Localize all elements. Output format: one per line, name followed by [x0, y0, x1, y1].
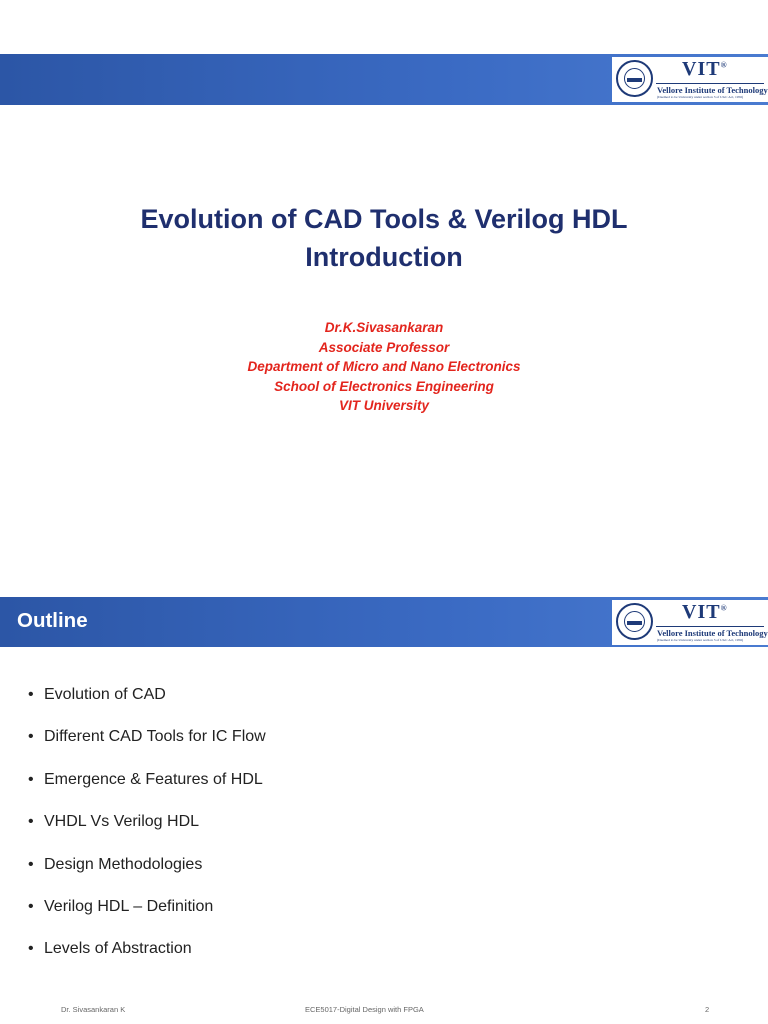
author-block [0, 318, 768, 416]
title-line-2: Introduction [305, 242, 463, 272]
author-department: Department of Micro and Nano Electronics [247, 359, 521, 374]
list-item: • Levels of Abstraction [28, 937, 266, 979]
slide1-title [0, 200, 768, 276]
vit-logo-slide2 [612, 600, 768, 645]
vit-wordmark: VIT® [682, 601, 728, 623]
vit-tagline: (Deemed to be University under section 3 of UGC Act, 1956) [657, 638, 744, 642]
bullet-icon: • [28, 770, 34, 788]
list-item: • Emergence & Features of HDL [28, 768, 266, 810]
list-item: • Evolution of CAD [28, 683, 266, 725]
author-name: Dr.K.Sivasankaran [324, 320, 444, 335]
author-school: School of Electronics Engineering [274, 378, 494, 394]
vit-wordmark: VIT® [682, 58, 728, 80]
footer-author: Dr. Sivasankaran K [61, 1005, 126, 1014]
bullet-icon: • [28, 897, 34, 915]
vit-full-name: Vellore Institute of Technology [657, 85, 768, 95]
title-line-1: Evolution of CAD Tools & Verilog HDL [140, 204, 628, 234]
list-item: • Verilog HDL – Definition [28, 895, 266, 937]
bullet-icon: • [28, 686, 34, 703]
author-university: VIT University [338, 398, 430, 413]
list-item: • Different CAD Tools for IC Flow [28, 725, 266, 767]
list-item: • VHDL Vs Verilog HDL [28, 810, 266, 852]
bullet-icon: • [28, 728, 34, 746]
slide2-header-banner [0, 597, 768, 647]
footer-page-number: 2 [705, 1005, 710, 1014]
vit-seal-icon [616, 603, 653, 640]
vit-full-name: Vellore Institute of Technology [657, 628, 768, 638]
list-item: • Design Methodologies [28, 853, 266, 895]
author-role: Associate Professor [318, 339, 450, 355]
bullet-icon: • [28, 855, 34, 873]
vit-tagline: (Deemed to be University under section 3 of UGC Act, 1956) [657, 95, 744, 99]
bullet-icon: • [28, 813, 34, 831]
footer-course: ECE5017-Digital Design with FPGA [305, 1005, 424, 1014]
vit-seal-icon [616, 60, 653, 97]
bullet-icon: • [28, 940, 34, 958]
slide1-header-banner [0, 54, 768, 105]
outline-heading: Outline [17, 609, 88, 632]
outline-list [28, 683, 266, 980]
vit-logo [612, 57, 768, 102]
